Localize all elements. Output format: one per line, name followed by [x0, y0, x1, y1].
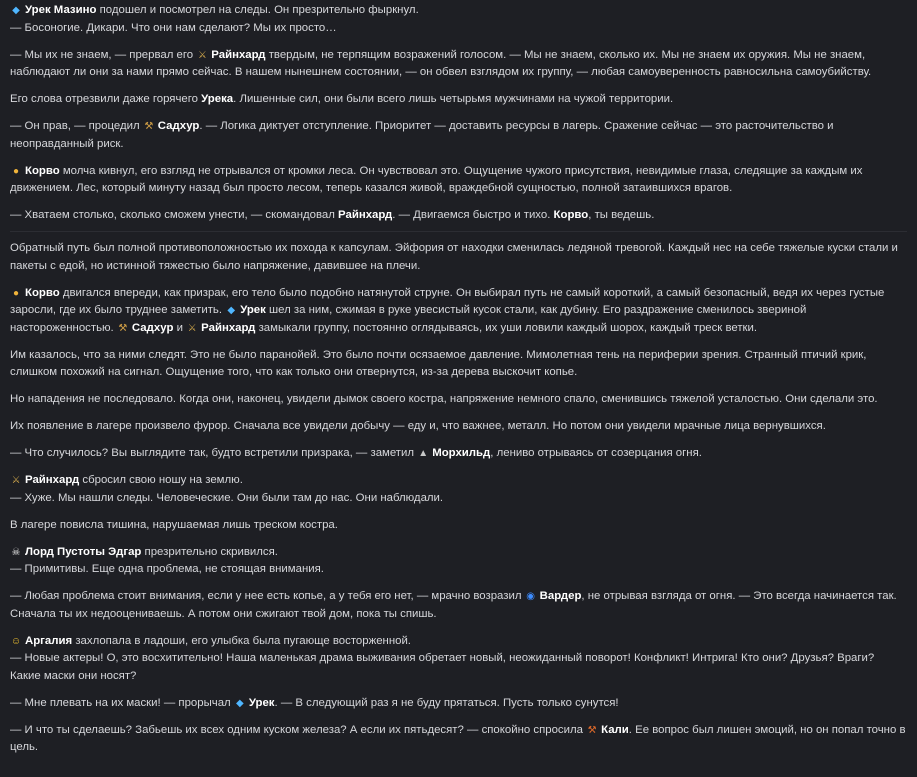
character-name: Вардер — [539, 590, 582, 602]
story-paragraph — [10, 118, 907, 153]
story-text: — Что случилось? Вы выглядите так, будто встретили призрака, — заметил — [10, 447, 418, 459]
story-line — [10, 347, 907, 382]
story-paragraph — [10, 418, 907, 436]
story-text: . Лишенные сил, они были всего лишь четырьмя мужчинами на чужой территории. — [233, 93, 674, 105]
story-text: — Он прав, — процедил — [10, 120, 143, 132]
story-text: презрительно скривился. — [141, 545, 278, 558]
character-name: Корво — [25, 164, 60, 177]
character-name: Лорд Пустоты Эдгар — [25, 545, 142, 558]
axe-icon: ⚒ — [587, 724, 597, 736]
story-text: Обратный путь был полной противоположностью их похода к капсулам. Эйфория от находки сменилась ледяной тревогой. Каждый нес на себе тяжелые куски стали и пакеты с едой, но истинной тяжестью было напряжение, давившее на плечи. — [10, 242, 898, 272]
story-text: молча кивнул, его взгляд не отрывался от кромки леса. Он чувствовал это. Ощущение чужого присутствия, невидимые глаза, следящие за каждым их движением. Лес, который минуту назад был просто лесом, теперь казался живой, враждебной сущностью, полной затаившихся врагов. — [10, 164, 863, 194]
character-name: Кали — [601, 723, 629, 736]
face-icon: ● — [12, 287, 20, 299]
mask-icon: ☺ — [10, 635, 22, 647]
character-name: Райнхард — [201, 321, 256, 334]
character-name: Райнхард — [211, 48, 266, 61]
gem-icon: ◆ — [227, 305, 236, 316]
story-text: подошел и посмотрел на следы. Он презрительно фыркнул. — [96, 4, 419, 16]
story-text: — Хватаем столько, сколько сможем унести, — скомандовал — [10, 209, 339, 221]
story-text: твердым, не терпящим возражений голосом. — Мы не знаем, сколько их. Мы не знаем их оружия. Мы не знаем, наблюдают ли они за нами прямо сейчас. В нашем нынешнем состоянии, — он обвел взглядом их группу, — любая самоуверенность равносильна самоубийству. — [10, 48, 872, 78]
story-text: двигался впереди, как призрак, его тело было подобно натянутой струне. Он выбирал путь не самый короткий, а самый безопасный, ведя их через густые заросли, где их было труднее заметить. — [10, 286, 885, 316]
story-line — [10, 722, 907, 757]
story-line — [10, 118, 907, 153]
story-text: — Мы их не знаем, — прервал его — [10, 48, 197, 61]
story-paragraph — [10, 722, 907, 757]
story-paragraph — [10, 207, 907, 225]
sword-icon: ⚔ — [197, 49, 207, 61]
pick-icon: ⚒ — [118, 322, 128, 334]
story-text: — Хуже. Мы нашли следы. Человеческие. Они были там до нас. Они наблюдали. — [10, 491, 444, 504]
orb-icon: ◉ — [526, 591, 536, 602]
story-text: . — Логика диктует отступление. Приоритет — доставить ресурсы в лагерь. Сражение сейчас — это расточительство и неоправданный риск. — [10, 120, 834, 150]
wolf-icon: ▲ — [418, 448, 429, 459]
story-text: , лениво отрываясь от созерцания огня. — [490, 447, 702, 459]
character-name: Райнхард — [338, 209, 393, 221]
character-name: Урек — [240, 304, 266, 316]
story-line — [10, 285, 907, 338]
story-text: , ты ведешь. — [588, 209, 655, 221]
story-paragraph — [10, 163, 907, 198]
story-paragraph — [10, 347, 907, 382]
story-line — [10, 695, 907, 713]
character-name: Корво — [553, 209, 589, 221]
sword-icon: ⚔ — [11, 475, 21, 486]
story-line — [10, 91, 907, 109]
story-paragraph — [10, 517, 907, 535]
story-line — [10, 472, 907, 490]
pick-icon: ⚒ — [144, 121, 154, 132]
story-text: , не отрывая взгляда от огня. — Это всегда начинается так. Сначала ты их недооцениваешь. А потом они сжигают твой дом, пока ты спишь. — [10, 590, 897, 620]
story-line — [10, 20, 907, 38]
story-line — [10, 490, 907, 508]
character-name: Урека — [201, 93, 234, 105]
story-line — [10, 207, 907, 225]
sword-icon: ⚔ — [187, 322, 197, 334]
character-name: Корво — [25, 286, 60, 299]
story-text: — Мне плевать на их маски! — прорычал — [10, 696, 234, 709]
story-text: . — Двигаемся быстро и тихо. — [392, 209, 554, 221]
story-text: В лагере повисла тишина, нарушаемая лишь треском костра. — [10, 518, 338, 531]
story-line — [10, 588, 907, 623]
story-text: — И что ты сделаешь? Забьешь их всех одним куском железа? А если их пятьдесят? — спокойно спросила — [10, 723, 587, 736]
story-line — [10, 517, 907, 535]
story-line — [10, 561, 907, 579]
story-paragraph — [10, 445, 907, 463]
story-paragraph — [10, 240, 907, 275]
story-paragraph — [10, 285, 907, 338]
character-name: Садхур — [157, 120, 200, 132]
story-text: и — [173, 321, 187, 334]
story-line — [10, 47, 907, 82]
story-text: Им казалось, что за ними следят. Это не было паранойей. Это было почти осязаемое давление. Мимолетная тень на периферии зрения. Странный птичий крик, слишком похожий на сигнал. Ощущение того, что как только они отвернутся, из-за дерева выскочит копье. — [10, 348, 867, 378]
character-name: Урек Мазино — [25, 4, 97, 16]
story-text: замыкали группу, постоянно оглядываясь, их уши ловили каждый шорох, каждый треск ветки. — [255, 321, 758, 334]
story-line — [10, 240, 907, 275]
character-name: Садхур — [131, 321, 174, 334]
story-paragraph — [10, 588, 907, 623]
story-text: . — В следующий раз я не буду прятаться. Пусть только сунутся! — [274, 696, 619, 709]
story-text: шел за ним, сжимая в руке увесистый кусок стали, как дубину. Его раздражение сменилось звериной настороженностью. — [10, 304, 807, 334]
story-line — [10, 445, 907, 463]
story-paragraph — [10, 633, 907, 686]
character-name: Аргалия — [25, 634, 73, 647]
story-paragraph — [10, 544, 907, 579]
character-name: Урек — [248, 696, 275, 709]
story-text: сбросил свою ношу на землю. — [79, 474, 243, 486]
divider — [10, 231, 907, 232]
gem-icon: ◆ — [12, 5, 20, 16]
story-text: Их появление в лагере произвело фурор. Сначала все увидели добычу — еду и, что важнее, металл. Но потом они увидели мрачные лица вернувшихся. — [10, 420, 826, 432]
gem-icon: ◆ — [236, 697, 244, 709]
story-line — [10, 544, 907, 562]
story-line — [10, 650, 907, 685]
story-paragraph — [10, 472, 907, 507]
character-name: Райнхард — [25, 474, 80, 486]
story-text: Его слова отрезвили даже горячего — [10, 93, 202, 105]
story-text: — Босоногие. Дикари. Что они нам сделают? Мы их просто… — [10, 21, 337, 34]
story-text: — Новые актеры! О, это восхитительно! Наша маленькая драма выживания обретает новый, неожиданный поворот! Конфликт! Интрига! Кто они? Друзья? Враги? Какие маски они носят? — [10, 652, 875, 682]
story-paragraph — [10, 391, 907, 409]
story-line — [10, 2, 907, 20]
story-text: — Примитивы. Еще одна проблема, не стоящая внимания. — [10, 563, 324, 575]
story-text: . Ее вопрос был лишен эмоций, но он попал точно в цель. — [10, 723, 906, 753]
story-line — [10, 418, 907, 436]
story-text: — Любая проблема стоит внимания, если у нее есть копье, а у тебя его нет, — мрачно возразил — [10, 590, 525, 602]
story-paragraph — [10, 695, 907, 713]
story-text: Но нападения не последовало. Когда они, наконец, увидели дымок своего костра, напряжение немного спало, сменившись тяжелой усталостью. Они сделали это. — [10, 393, 878, 405]
story-line — [10, 163, 907, 198]
story-paragraph — [10, 47, 907, 82]
story-paragraph — [10, 91, 907, 109]
story-paragraph — [10, 2, 907, 37]
character-name: Морхильд — [432, 447, 491, 459]
face-icon: ● — [12, 165, 20, 177]
skull-icon: ☠ — [11, 546, 21, 558]
story-line — [10, 633, 907, 651]
story-line — [10, 391, 907, 409]
story-text: захлопала в ладоши, его улыбка была пугающе восторженной. — [72, 634, 411, 647]
